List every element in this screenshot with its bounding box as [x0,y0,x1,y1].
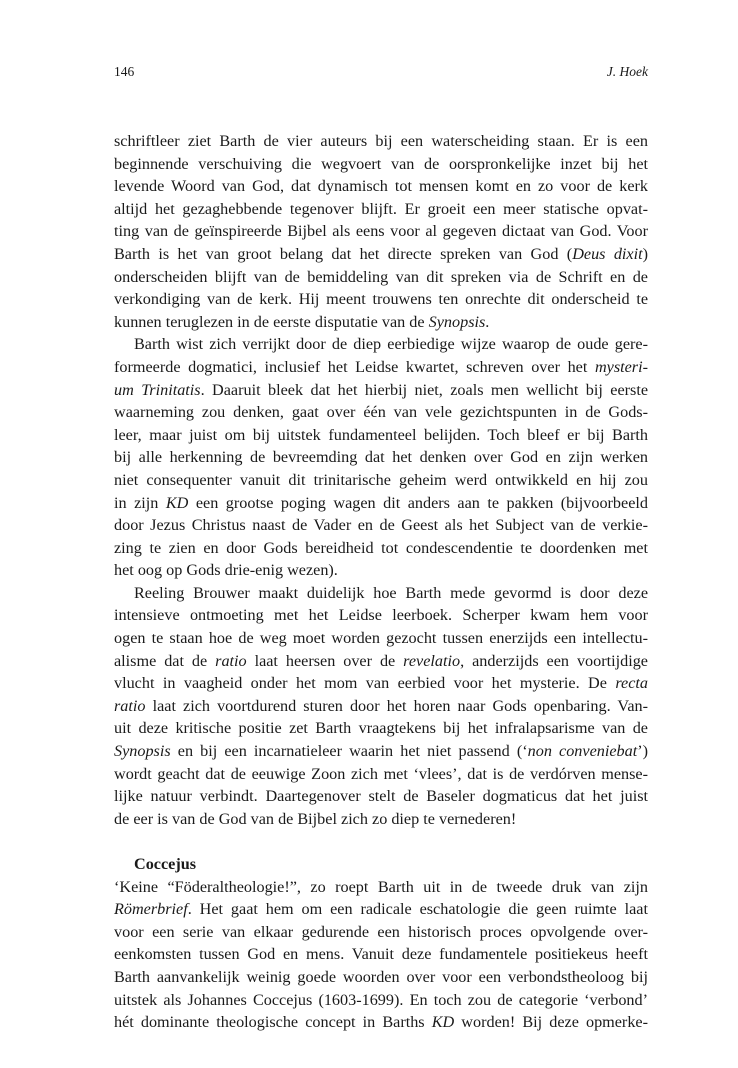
paragraph [114,333,648,582]
text-segment: laat zich voortdurend sturen door het horen naar Gods openbaring. Van- [145,696,648,715]
text-segment: door Jezus Christus naast de Vader en de Geest als het Subject van de verkie- [114,516,648,535]
text-line [114,604,648,627]
italic-text: KD [165,493,189,512]
text-line [114,401,648,424]
text-segment: . [485,312,490,331]
paragraph [114,582,648,831]
text-segment: het oog op Gods drie-enig wezen). [114,561,338,580]
text-line [114,921,648,944]
text-line [114,492,648,515]
italic-text: KD [431,1013,455,1032]
italic-text: Synopsis [114,742,171,761]
body-text [114,130,648,1034]
text-line [114,627,648,650]
text-line [114,446,648,469]
text-segment: Barth is het van groot belang dat het directe spreken van God ( [114,244,573,263]
text-line [114,198,648,221]
text-line [114,288,648,311]
text-line [114,537,648,560]
text-segment: kunnen teruglezen in de eerste disputatie van de [114,312,429,331]
text-segment: schriftleer ziet Barth de vier auteurs bij een waterscheiding staan. Er is een [114,132,648,150]
text-segment: ’) [637,742,648,761]
text-line [114,740,648,763]
text-segment: intensieve ontmoeting met het Leidse leerboek. Scherper kwam hem voor [114,606,648,625]
text-segment: . Daaruit bleek dat het hierbij niet, zoals men wellicht bij eerste [200,380,649,399]
text-segment: hét dominante theologische concept in Barths [114,1013,432,1032]
text-segment: ) [642,244,648,263]
text-line [114,424,648,447]
text-segment: ‘Keine “Föderaltheologie!”, zo roept Barth uit in de tweede druk van zijn [114,877,648,896]
running-head [114,64,648,84]
text-segment: bij alle herkenning de bevreemding dat het denken over God en zijn werken [114,448,648,467]
italic-text: revelatio [403,651,461,670]
text-line [114,717,648,740]
text-segment: Barth aanvankelijk weinig goede woorden over voor een verbondstheoloog bij [114,967,648,986]
text-line [114,582,648,605]
text-segment: onderscheiden blijft van de bemiddeling van dit spreken via de Schrift en de [114,267,648,286]
text-line [114,220,648,243]
text-segment: Reeling Brouwer maakt duidelijk hoe Barth mede gevormd is door deze [134,583,648,602]
text-line [114,333,648,356]
text-segment: uit deze kritische positie zet Barth vraagtekens bij het infralapsarisme van de [114,719,648,738]
text-segment: leer, maar juist om bij uitstek fundamenteel belijden. Toch bleef er bij Barth [114,425,648,444]
text-segment: beginnende verschuiving die wegvoert van de oorspronkelijke inzet bij het [114,154,648,173]
text-segment: ting van de geïnspireerde Bijbel als eens voor al gegeven dictaat van God. Voor [114,222,648,241]
text-line [114,695,648,718]
text-segment: wordt geacht dat de eeuwige Zoon zich met ‘vlees’, dat is de verdórven mense- [114,764,648,783]
italic-text: ratio [215,651,247,670]
text-segment: verkondiging van de kerk. Hij meent trouwens ten onrechte dit onderscheid te [114,290,648,309]
text-segment: altijd het gezaghebbende tegenover blijft. Er groeit een meer statische opvat- [114,199,648,218]
text-segment: Barth wist zich verrijkt door de diep eerbiedige wijze waarop de oude gere- [134,335,648,354]
text-segment: worden! Bij deze opmerke- [454,1013,648,1032]
text-line [114,876,648,899]
text-segment: waarneming zou denken, gaat over één van vele gezichtspunten in de Gods- [114,403,648,422]
text-line [114,514,648,537]
text-segment: laat heersen over de [246,651,404,670]
italic-text: non conveniebat [527,742,638,761]
text-line [114,966,648,989]
section-heading: Coccejus [134,855,197,873]
text-line [114,175,648,198]
text-segment: uitstek als Johannes Coccejus (1603-1699). En toch zou de categorie ‘verbond’ [114,990,648,1009]
text-line [114,559,648,582]
text-segment: alisme dat de [114,651,216,670]
text-line [114,243,648,266]
italic-text: um Trinitatis [114,380,201,399]
text-line [114,266,648,289]
text-line [114,672,648,695]
text-line [114,356,648,379]
section-spacer [114,830,648,853]
text-segment: een grootse poging wagen dit anders aan te pakken (bijvoorbeeld [188,493,648,512]
italic-text: Synopsis [428,312,486,331]
text-line [114,153,648,176]
text-line [114,1011,648,1034]
italic-text: Deus dixit [572,244,643,263]
paragraph [114,876,648,1034]
italic-text: mysteri- [594,357,648,376]
text-segment: . Het gaat hem om een radicale eschatologie die geen ruimte laat [187,900,648,919]
text-line [114,311,648,334]
text-line [114,130,648,153]
text-segment: zing te zien en door Gods bereidheid tot condescendentie te doordenken met [114,538,648,557]
italic-text: ratio [114,696,146,715]
text-segment: voor een serie van elkaar gedurende een historisch proces opvolgende over- [114,922,648,941]
text-segment: in zijn [114,493,166,512]
text-segment: formeerde dogmatici, inclusief het Leidse kwartet, schreven over het [114,357,595,376]
text-segment: vlucht in vaagheid onder het mom van eerbied voor het mysterie. De [114,674,616,693]
text-segment: lijke natuur verbindt. Daartegenover stelt de Baseler dogmaticus dat het juist [114,787,648,806]
italic-text: Römerbrief [114,900,188,919]
text-line [114,785,648,808]
text-segment: de eer is van de God van de Bijbel zich zo diep te vernederen! [114,809,517,828]
text-segment: ogen te staan hoe de weg moet worden gezocht tussen enerzijds een intellectu- [114,629,648,648]
text-segment: niet consequenter vanuit dit trinitarische geheim werd ontwikkeld en hij zou [114,470,648,489]
running-title: J. Hoek [606,64,648,79]
text-line [114,898,648,921]
page-number: 146 [114,64,135,79]
paragraph [114,130,648,333]
text-line [114,379,648,402]
text-segment: levende Woord van God, dat dynamisch tot mensen komt en zo voor de kerk [114,177,648,196]
text-segment: en bij een incarnatieleer waarin het niet passend (‘ [170,742,528,761]
text-line [114,808,648,831]
text-line [114,650,648,673]
text-line [114,989,648,1012]
italic-text: recta [615,674,648,693]
text-segment: , anderzijds een voortijdige [460,651,648,670]
text-line [114,763,648,786]
text-segment: eenkomsten tussen God en mens. Vanuit deze fundamentele positiekeus heeft [114,945,648,964]
text-line [114,943,648,966]
text-line [114,469,648,492]
